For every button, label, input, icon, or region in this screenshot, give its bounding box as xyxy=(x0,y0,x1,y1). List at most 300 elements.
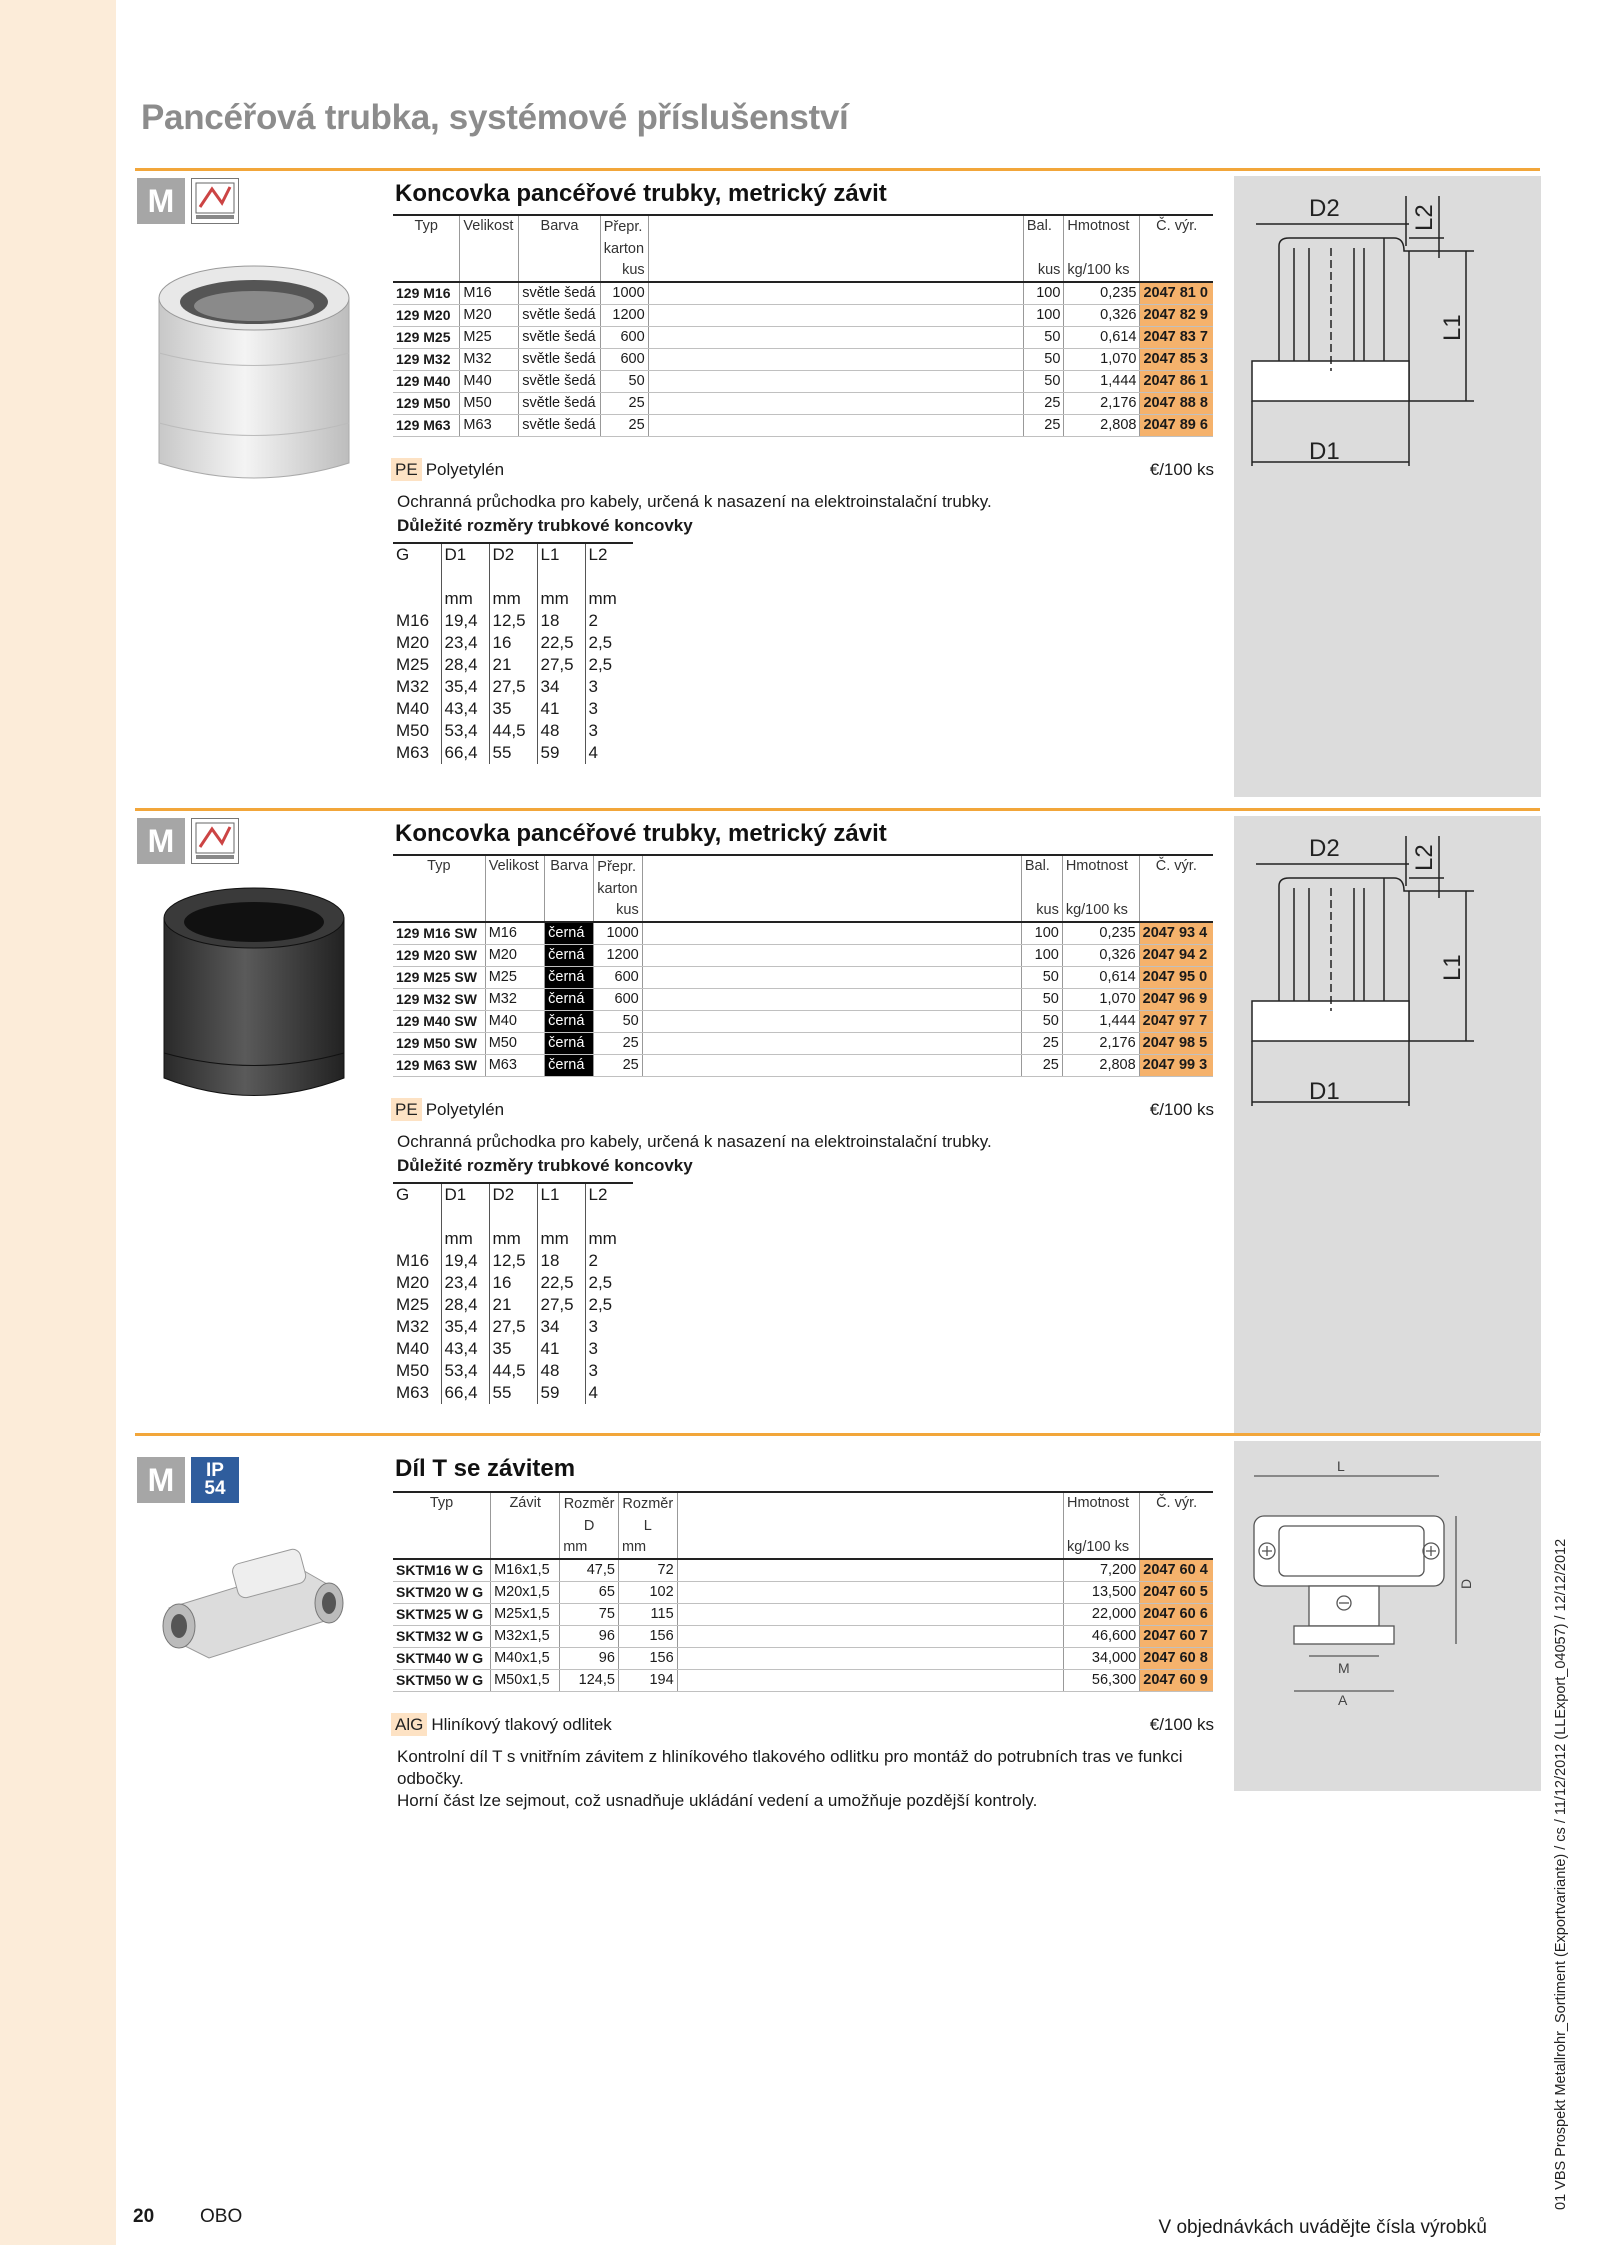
product-photo-t-piece xyxy=(139,1538,369,1668)
dim-cell: 27,5 xyxy=(489,676,537,698)
cell-type: 129 M25 xyxy=(393,327,460,349)
product-photo-black-coupler xyxy=(139,873,369,1113)
dim-cell: M32 xyxy=(396,677,430,696)
dim-cell: 16 xyxy=(489,1272,537,1294)
cell-weight: 0,235 xyxy=(1064,282,1140,305)
col-empty xyxy=(677,1492,1063,1537)
dim-cell: 59 xyxy=(537,742,585,764)
col-hmotnost: Hmotnost xyxy=(1064,1492,1140,1537)
dim-header-row xyxy=(393,1183,633,1206)
cell-carton: 50 xyxy=(600,371,648,393)
unit-kg: kg/100 ks xyxy=(1062,900,1139,922)
dim-cell: 44,5 xyxy=(489,720,537,742)
cell-carton: 25 xyxy=(600,415,648,437)
cell-size: M50 xyxy=(485,1033,544,1055)
cell-type: 129 M40 xyxy=(393,371,460,393)
cell-type: SKTM16 W G xyxy=(393,1559,491,1582)
cell-weight: 1,444 xyxy=(1064,371,1140,393)
col-velikost: Velikost xyxy=(460,215,519,260)
cell-article-number: 2047 95 0 xyxy=(1139,967,1213,989)
material-name: Hliníkový tlakový odlitek xyxy=(431,1715,612,1734)
left-margin-strip xyxy=(0,0,116,2245)
cell-article-number: 2047 82 9 xyxy=(1140,305,1213,327)
material-line xyxy=(391,1715,612,1735)
table-header-row xyxy=(393,1492,1213,1537)
unit-mm: mm xyxy=(560,1537,619,1559)
dim-cell: 4 xyxy=(585,742,633,764)
product-photo-grey-coupler xyxy=(139,248,369,488)
dim-cell: M63 xyxy=(396,743,430,762)
dim-row xyxy=(393,632,633,654)
dim-cell: 41 xyxy=(537,698,585,720)
product-title: Díl T se závitem xyxy=(395,1455,576,1482)
dim-unit-row xyxy=(393,1228,633,1250)
cell-weight: 22,000 xyxy=(1064,1604,1140,1626)
table-row xyxy=(393,967,1213,989)
dim-cell: D2 xyxy=(489,543,537,566)
dim-cell: D1 xyxy=(441,1183,489,1206)
dim-row xyxy=(393,720,633,742)
cell-type: 129 M25 SW xyxy=(393,967,485,989)
cell-package: 50 xyxy=(1021,989,1062,1011)
cell-size: M32 xyxy=(485,989,544,1011)
col-prepr: Přepr. karton xyxy=(600,215,648,260)
ip-value: 54 xyxy=(204,1478,226,1499)
cell-color: světle šedá xyxy=(519,349,600,371)
dim-cell: M25 xyxy=(396,1295,430,1314)
cell-type: SKTM25 W G xyxy=(393,1604,491,1626)
dim-cell: M63 xyxy=(396,1383,430,1402)
price-unit: €/100 ks xyxy=(1149,1100,1214,1119)
col-zavit: Závit xyxy=(491,1492,560,1537)
cell-package: 25 xyxy=(1023,393,1064,415)
dim-cell: 66,4 xyxy=(441,1382,489,1404)
table-row xyxy=(393,393,1213,415)
table-row xyxy=(393,1055,1213,1077)
table-row xyxy=(393,1626,1213,1648)
dim-cell: 19,4 xyxy=(441,1250,489,1272)
cell-color: černá xyxy=(545,989,594,1011)
cell-type: 129 M32 SW xyxy=(393,989,485,1011)
dim-cell: M20 xyxy=(396,1273,430,1292)
col-typ: Typ xyxy=(393,1492,491,1537)
table-row xyxy=(393,989,1213,1011)
cell-type: 129 M50 SW xyxy=(393,1033,485,1055)
unit-mm: mm xyxy=(618,1537,677,1559)
cell-weight: 7,200 xyxy=(1064,1559,1140,1582)
cell-weight: 2,808 xyxy=(1062,1055,1139,1077)
footer-note: V objednávkách uvádějte čísla výrobků xyxy=(1158,2217,1487,2238)
col-typ: Typ xyxy=(393,215,460,260)
dim-row xyxy=(393,1294,633,1316)
dim-cell: M25 xyxy=(396,655,430,674)
technical-drawing xyxy=(1234,1441,1541,1791)
table-body xyxy=(393,282,1213,437)
dim-cell: 43,4 xyxy=(441,698,489,720)
material-tag: AlG xyxy=(391,1713,427,1736)
technical-drawing xyxy=(1234,176,1541,797)
cell-article-number: 2047 86 1 xyxy=(1140,371,1213,393)
dimensions-table xyxy=(393,542,633,764)
cell-dim-d: 124,5 xyxy=(560,1670,619,1692)
dim-cell: 23,4 xyxy=(441,1272,489,1294)
dim-cell: mm xyxy=(441,1228,489,1250)
cell-color: světle šedá xyxy=(519,393,600,415)
dim-cell: 41 xyxy=(537,1338,585,1360)
col-cvyr: Č. výr. xyxy=(1139,855,1213,900)
dim-cell: 22,5 xyxy=(537,1272,585,1294)
cell-carton: 25 xyxy=(600,393,648,415)
unit-kus-bal: kus xyxy=(1023,260,1064,282)
material-tag: PE xyxy=(391,1098,422,1121)
dim-cell: M20 xyxy=(396,633,430,652)
dim-cell: 3 xyxy=(585,720,633,742)
dim-row xyxy=(393,1382,633,1404)
cell-package: 50 xyxy=(1023,349,1064,371)
cell-dim-l: 156 xyxy=(618,1626,677,1648)
cell-size: M25 xyxy=(460,327,519,349)
cell-thread: M50x1,5 xyxy=(491,1670,560,1692)
cell-dim-l: 115 xyxy=(618,1604,677,1626)
cell-weight: 0,614 xyxy=(1062,967,1139,989)
cell-carton: 25 xyxy=(594,1033,642,1055)
cell-weight: 0,326 xyxy=(1064,305,1140,327)
cell-article-number: 2047 60 5 xyxy=(1140,1582,1213,1604)
dim-cell: M40 xyxy=(396,699,430,718)
cell-thread: M32x1,5 xyxy=(491,1626,560,1648)
cell-thread: M25x1,5 xyxy=(491,1604,560,1626)
dim-cell: 3 xyxy=(585,1338,633,1360)
cell-type: 129 M16 xyxy=(393,282,460,305)
dim-cell: M50 xyxy=(396,1361,430,1380)
dim-header-row xyxy=(393,543,633,566)
unit-kg: kg/100 ks xyxy=(1064,1537,1140,1559)
table-row xyxy=(393,1559,1213,1582)
col-hmotnost: Hmotnost xyxy=(1064,215,1140,260)
section-divider xyxy=(135,808,1540,811)
table-row xyxy=(393,1011,1213,1033)
dim-cell: 53,4 xyxy=(441,1360,489,1382)
product-title: Koncovka pancéřové trubky, metrický závit xyxy=(395,820,887,847)
drawing-label-d1: D1 xyxy=(1309,1078,1340,1105)
dim-cell: 27,5 xyxy=(489,1316,537,1338)
cell-type: SKTM20 W G xyxy=(393,1582,491,1604)
dim-cell: mm xyxy=(441,588,489,610)
dim-cell xyxy=(393,1228,441,1250)
cell-carton: 600 xyxy=(594,989,642,1011)
cell-color: světle šedá xyxy=(519,282,600,305)
dim-spacer-row xyxy=(393,1206,633,1228)
cell-article-number: 2047 97 7 xyxy=(1139,1011,1213,1033)
cell-package: 100 xyxy=(1021,922,1062,945)
dim-row xyxy=(393,1250,633,1272)
drawing-label-d1: D1 xyxy=(1309,438,1340,465)
dim-cell: 34 xyxy=(537,1316,585,1338)
dim-row xyxy=(393,698,633,720)
col-rozmer-d: Rozměr D xyxy=(560,1492,619,1537)
cell-color: černá xyxy=(545,922,594,945)
cell-dim-d: 65 xyxy=(560,1582,619,1604)
table-unit-row xyxy=(393,260,1213,282)
table-row xyxy=(393,282,1213,305)
dim-cell: M16 xyxy=(396,611,430,630)
dim-cell: D1 xyxy=(441,543,489,566)
cell-package: 50 xyxy=(1023,371,1064,393)
dim-cell: 2,5 xyxy=(585,1272,633,1294)
metric-badge: M xyxy=(137,818,185,864)
cell-type: SKTM32 W G xyxy=(393,1626,491,1648)
cell-article-number: 2047 81 0 xyxy=(1140,282,1213,305)
technical-drawing xyxy=(1234,816,1541,1433)
col-hmotnost: Hmotnost xyxy=(1062,855,1139,900)
cell-size: M20 xyxy=(485,945,544,967)
cell-article-number: 2047 99 3 xyxy=(1139,1055,1213,1077)
cell-color: černá xyxy=(545,1011,594,1033)
material-name: Polyetylén xyxy=(425,460,505,479)
cell-package: 25 xyxy=(1021,1033,1062,1055)
dim-cell: 3 xyxy=(585,1316,633,1338)
dim-cell: 3 xyxy=(585,676,633,698)
dim-cell: 28,4 xyxy=(441,1294,489,1316)
table-body xyxy=(393,1559,1213,1692)
col-bal: Bal. xyxy=(1023,215,1064,260)
dim-row xyxy=(393,1360,633,1382)
cell-carton: 600 xyxy=(594,967,642,989)
cell-weight: 0,235 xyxy=(1062,922,1139,945)
cell-type: 129 M20 SW xyxy=(393,945,485,967)
material-line xyxy=(391,460,504,480)
drawing-label-l1: L1 xyxy=(1439,954,1466,981)
cell-thread: M40x1,5 xyxy=(491,1648,560,1670)
dim-cell: 12,5 xyxy=(489,610,537,632)
dim-cell: 48 xyxy=(537,1360,585,1382)
drawing-label-m: M xyxy=(1338,1660,1350,1676)
cell-weight: 2,176 xyxy=(1062,1033,1139,1055)
dim-cell: 23,4 xyxy=(441,632,489,654)
dim-cell xyxy=(393,588,441,610)
dim-cell: mm xyxy=(585,588,633,610)
section-divider xyxy=(135,168,1540,171)
dim-cell: mm xyxy=(489,1228,537,1250)
cell-size: M20 xyxy=(460,305,519,327)
metric-badge: M xyxy=(137,1457,185,1503)
cell-color: černá xyxy=(545,945,594,967)
dim-cell: mm xyxy=(537,1228,585,1250)
col-cvyr: Č. výr. xyxy=(1140,215,1213,260)
price-unit: €/100 ks xyxy=(1149,1715,1214,1734)
cell-type: SKTM40 W G xyxy=(393,1648,491,1670)
cell-dim-d: 96 xyxy=(560,1626,619,1648)
dim-row xyxy=(393,1338,633,1360)
col-barva: Barva xyxy=(545,855,594,900)
table-row xyxy=(393,415,1213,437)
drawing-label-l1: L1 xyxy=(1439,314,1466,341)
cell-weight: 0,326 xyxy=(1062,945,1139,967)
dim-spacer-row xyxy=(393,566,633,588)
dim-cell: 35 xyxy=(489,698,537,720)
cell-dim-d: 75 xyxy=(560,1604,619,1626)
page-title: Pancéřová trubka, systémové příslušenství xyxy=(141,98,849,137)
cell-weight: 13,500 xyxy=(1064,1582,1140,1604)
table-unit-row xyxy=(393,900,1213,922)
dim-cell: 66,4 xyxy=(441,742,489,764)
col-typ: Typ xyxy=(393,855,485,900)
cell-weight: 56,300 xyxy=(1064,1670,1140,1692)
dim-cell: L1 xyxy=(537,1183,585,1206)
dim-cell: M16 xyxy=(396,1251,430,1270)
description-line-1: Kontrolní díl T s vnitřním závitem z hliníkového tlakového odlitku pro montáž do potrubních tras ve funkci odbočky. xyxy=(397,1747,1183,1788)
cell-color: světle šedá xyxy=(519,371,600,393)
cell-carton: 25 xyxy=(594,1055,642,1077)
drawing-label-d: D xyxy=(1458,1578,1474,1589)
cell-size: M40 xyxy=(485,1011,544,1033)
dim-cell: 16 xyxy=(489,632,537,654)
material-line xyxy=(391,1100,504,1120)
cell-article-number: 2047 98 5 xyxy=(1139,1033,1213,1055)
unit-kus: kus xyxy=(594,900,642,922)
cell-size: M50 xyxy=(460,393,519,415)
cell-size: M63 xyxy=(485,1055,544,1077)
cell-package: 100 xyxy=(1021,945,1062,967)
drawing-label-l: L xyxy=(1337,1458,1345,1474)
cell-package: 100 xyxy=(1023,282,1064,305)
cell-article-number: 2047 60 9 xyxy=(1140,1670,1213,1692)
table-row xyxy=(393,371,1213,393)
cell-dim-d: 47,5 xyxy=(560,1559,619,1582)
cell-weight: 2,808 xyxy=(1064,415,1140,437)
dim-cell: 21 xyxy=(489,654,537,676)
dim-cell: 18 xyxy=(537,1250,585,1272)
brand-name: OBO xyxy=(200,2206,243,2227)
table-row xyxy=(393,349,1213,371)
cell-type: 129 M63 SW xyxy=(393,1055,485,1077)
cell-weight: 34,000 xyxy=(1064,1648,1140,1670)
dim-unit-row xyxy=(393,588,633,610)
dim-cell: 12,5 xyxy=(489,1250,537,1272)
dim-cell: M50 xyxy=(396,721,430,740)
cell-article-number: 2047 83 7 xyxy=(1140,327,1213,349)
cell-carton: 1200 xyxy=(600,305,648,327)
cell-dim-d: 96 xyxy=(560,1648,619,1670)
dim-cell: 3 xyxy=(585,698,633,720)
dim-cell: M32 xyxy=(396,1317,430,1336)
ip-rating-badge xyxy=(191,1457,239,1503)
dimensions-table xyxy=(393,1182,633,1404)
cell-carton: 1200 xyxy=(594,945,642,967)
table-row xyxy=(393,1582,1213,1604)
cell-type: 129 M63 xyxy=(393,415,460,437)
dim-cell: L2 xyxy=(585,1183,633,1206)
dim-cell: 19,4 xyxy=(441,610,489,632)
dim-cell: 2 xyxy=(585,610,633,632)
cell-article-number: 2047 60 8 xyxy=(1140,1648,1213,1670)
product-table xyxy=(393,214,1213,437)
dim-cell: 34 xyxy=(537,676,585,698)
cell-color: světle šedá xyxy=(519,415,600,437)
dim-cell: 4 xyxy=(585,1382,633,1404)
col-prepr: Přepr. karton xyxy=(594,855,642,900)
dim-cell: 27,5 xyxy=(537,1294,585,1316)
cell-article-number: 2047 60 6 xyxy=(1140,1604,1213,1626)
cell-weight: 46,600 xyxy=(1064,1626,1140,1648)
drawing-label-d2: D2 xyxy=(1309,835,1340,862)
cell-type: 129 M32 xyxy=(393,349,460,371)
cell-weight: 1,070 xyxy=(1064,349,1140,371)
dim-cell: 35,4 xyxy=(441,676,489,698)
cell-package: 50 xyxy=(1023,327,1064,349)
table-row xyxy=(393,922,1213,945)
cell-color: světle šedá xyxy=(519,305,600,327)
cell-dim-l: 72 xyxy=(618,1559,677,1582)
dim-cell: mm xyxy=(585,1228,633,1250)
cell-package: 25 xyxy=(1023,415,1064,437)
cell-thread: M20x1,5 xyxy=(491,1582,560,1604)
cell-size: M16 xyxy=(460,282,519,305)
cell-type: 129 M20 xyxy=(393,305,460,327)
dim-row xyxy=(393,1272,633,1294)
cell-carton: 1000 xyxy=(594,922,642,945)
ip-label: IP xyxy=(206,1460,224,1481)
cell-package: 50 xyxy=(1021,1011,1062,1033)
material-name: Polyetylén xyxy=(425,1100,505,1119)
dim-cell: 21 xyxy=(489,1294,537,1316)
product-section-3 xyxy=(135,1433,1540,1810)
dim-cell: 18 xyxy=(537,610,585,632)
cell-article-number: 2047 88 8 xyxy=(1140,393,1213,415)
dim-cell: mm xyxy=(489,588,537,610)
cell-weight: 0,614 xyxy=(1064,327,1140,349)
product-description: Ochranná průchodka pro kabely, určená k nasazení na elektroinstalační trubky. xyxy=(397,492,992,511)
drawing-label-l2: L2 xyxy=(1411,204,1438,231)
product-title: Koncovka pancéřové trubky, metrický závit xyxy=(395,180,887,207)
table-header-row xyxy=(393,855,1213,900)
table-header-row xyxy=(393,215,1213,260)
cell-size: M16 xyxy=(485,922,544,945)
dim-row xyxy=(393,1316,633,1338)
cell-color: světle šedá xyxy=(519,327,600,349)
dim-cell: 3 xyxy=(585,1360,633,1382)
dim-cell: M40 xyxy=(396,1339,430,1358)
dim-cell: 2,5 xyxy=(585,1294,633,1316)
page-number: 20 xyxy=(133,2206,155,2227)
cell-dim-l: 156 xyxy=(618,1648,677,1670)
product-description: Ochranná průchodka pro kabely, určená k nasazení na elektroinstalační trubky. xyxy=(397,1132,992,1151)
col-bal: Bal. xyxy=(1021,855,1062,900)
cell-carton: 600 xyxy=(600,327,648,349)
cell-type: 129 M16 SW xyxy=(393,922,485,945)
cell-thread: M16x1,5 xyxy=(491,1559,560,1582)
table-row xyxy=(393,305,1213,327)
table-unit-row xyxy=(393,1537,1213,1559)
table-row xyxy=(393,1670,1213,1692)
unit-kg: kg/100 ks xyxy=(1064,260,1140,282)
dim-row xyxy=(393,654,633,676)
cell-type: 129 M40 SW xyxy=(393,1011,485,1033)
section-divider xyxy=(135,1433,1540,1436)
flame-retardant-icon xyxy=(191,178,239,224)
cell-article-number: 2047 89 6 xyxy=(1140,415,1213,437)
dim-cell: 2,5 xyxy=(585,654,633,676)
cell-carton: 50 xyxy=(594,1011,642,1033)
dim-cell: L1 xyxy=(537,543,585,566)
cell-dim-l: 194 xyxy=(618,1670,677,1692)
dim-cell: 35,4 xyxy=(441,1316,489,1338)
col-barva: Barva xyxy=(519,215,600,260)
dim-cell: 2 xyxy=(585,1250,633,1272)
cell-carton: 600 xyxy=(600,349,648,371)
cell-package: 50 xyxy=(1021,967,1062,989)
col-rozmer-l: Rozměr L xyxy=(618,1492,677,1537)
